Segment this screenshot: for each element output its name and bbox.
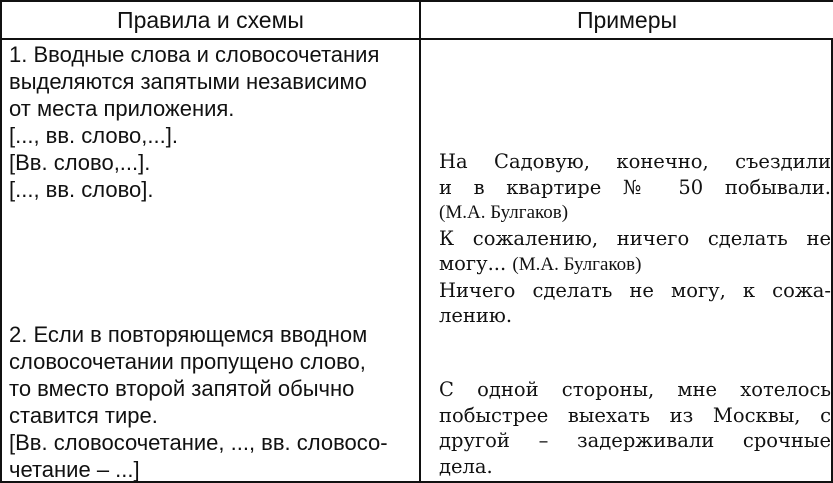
rule-1-line: от места приложения. — [9, 96, 235, 121]
rule-1-scheme: [..., вв. слово]. — [9, 177, 154, 202]
rule-2-scheme: [Вв. словосочетание, ..., вв. словосо- — [9, 430, 388, 455]
rule-1-scheme: [Вв. слово,...]. — [9, 150, 151, 175]
rule-2-line: 2. Если в повторяющемся вводном — [9, 322, 368, 347]
example-1-line: На Садовую, конечно, съездили — [439, 150, 831, 173]
example-4-line: С одной стороны, мне хотелось — [439, 378, 831, 401]
example-1-source: (М.А. Булгаков) — [439, 202, 569, 223]
rule-1-line: выделяются запятыми независимо — [9, 69, 367, 94]
rule-1-line: 1. Вводные слова и словосочетания — [9, 42, 380, 67]
rule-2-line: то вместо второй запятой обычно — [9, 376, 355, 401]
example-2-text: могу... — [439, 252, 507, 275]
example-3-line: Ничего сделать не могу, к сожа- — [439, 278, 831, 302]
header-divider — [2, 38, 831, 40]
rule-1-scheme: [..., вв. слово,...]. — [9, 123, 178, 148]
column-divider — [419, 2, 421, 481]
examples-1 — [439, 149, 831, 329]
example-2-source: (М.А. Булгаков) — [512, 254, 642, 275]
rule-2-line: ставится тире. — [9, 403, 158, 428]
example-4-line: побыстрее выехать из Москвы, с — [439, 403, 831, 427]
example-4-line-end: дела. — [439, 454, 493, 478]
example-1-line: и в квартире № 50 побывали. — [439, 175, 831, 199]
rule-2-line: словосочетании пропущено слово, — [9, 349, 366, 374]
example-2-line-end — [439, 251, 831, 278]
example-4-line: другой – задерживали срочные — [439, 429, 831, 452]
rule-2-scheme: четание – ...] — [9, 457, 140, 482]
example-2-line: К сожалению, ничего сделать не — [439, 226, 831, 250]
rule-2 — [9, 321, 413, 483]
example-3-line-end: лению. — [439, 304, 513, 327]
examples-2 — [439, 377, 831, 479]
header-examples: Примеры — [421, 2, 833, 38]
rule-1 — [9, 41, 413, 203]
header-rules-and-schemes: Правила и схемы — [2, 2, 419, 38]
